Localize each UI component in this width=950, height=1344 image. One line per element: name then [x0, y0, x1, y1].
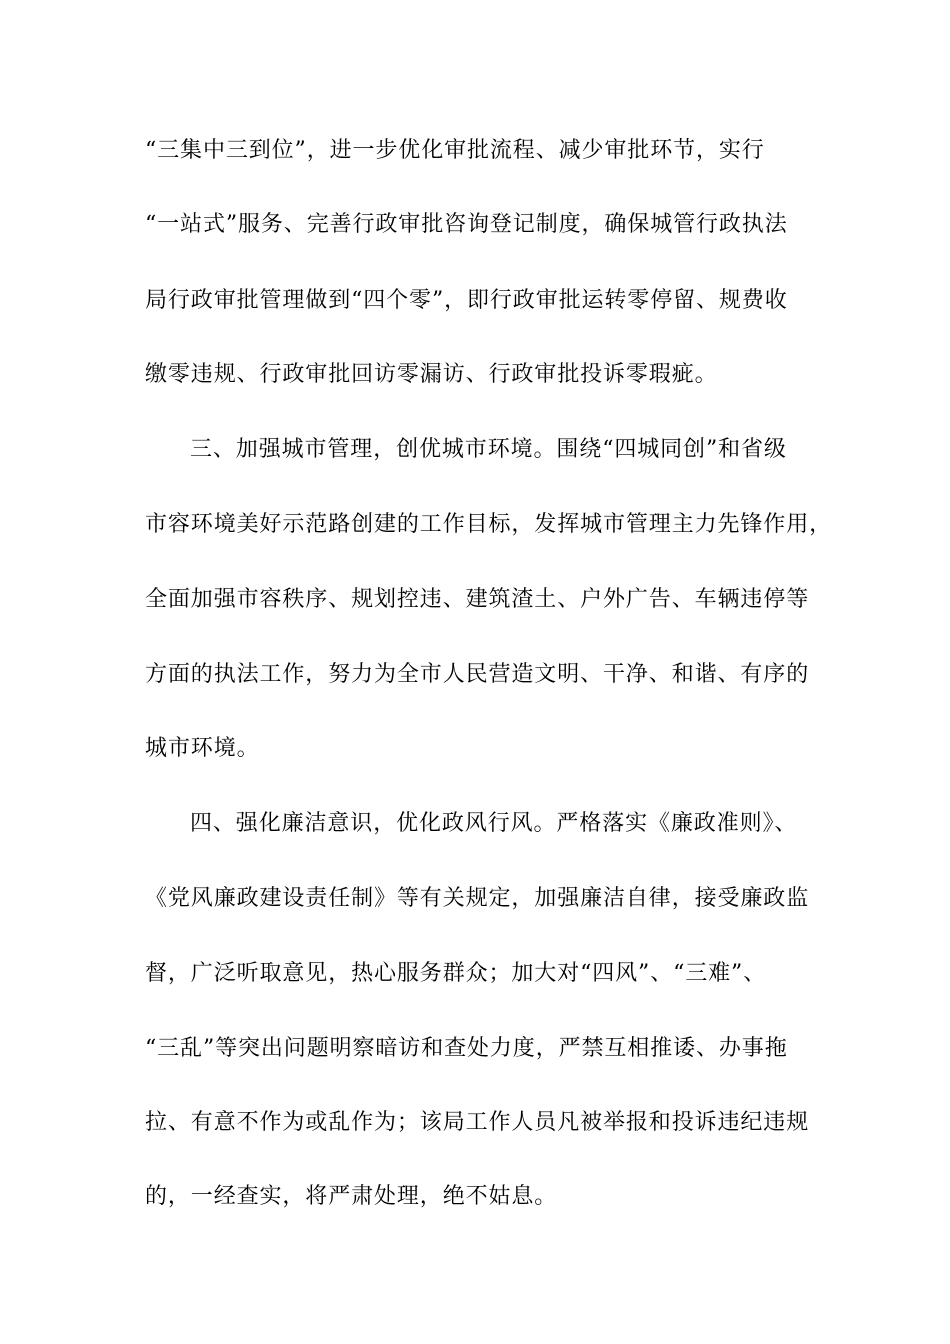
text-line: “三集中三到位”，进一步优化审批流程、减少审批环节，实行 [145, 138, 765, 163]
text-line: 的，一经查实，将严肃处理，绝不姑息。 [145, 1184, 558, 1209]
text-line: “一站式”服务、完善行政审批咨询登记制度，确保城管行政执法 [145, 212, 788, 237]
text-line: “三乱”等突出问题明察暗访和查处力度，严禁互相推诿、办事拖 [145, 1036, 788, 1061]
text-line: 全面加强市容秩序、规划控违、建筑渣土、户外广告、车辆违停等 [145, 587, 810, 612]
text-line: 局行政审批管理做到“四个零”，即行政审批运转零停留、规费收 [145, 288, 788, 313]
text-line: 方面的执法工作，努力为全市人民营造文明、干净、和谐、有序的 [145, 662, 810, 687]
text-line: 《党风廉政建设责任制》等有关规定，加强廉洁自律，接受廉政监 [145, 886, 810, 911]
paragraph-heading-line: 四、强化廉洁意识，优化政风行风。严格落实《廉政准则》、 [190, 811, 798, 836]
text-line: 城市环境。 [145, 736, 260, 761]
text-line: 市容环境美好示范路创建的工作目标，发挥城市管理主力先锋作用， [145, 512, 833, 537]
paragraph-heading-line: 三、加强城市管理，创优城市环境。围绕“四城同创”和省级 [190, 437, 787, 462]
text-line: 拉、有意不作为或乱作为；该局工作人员凡被举报和投诉违纪违规 [145, 1110, 810, 1135]
text-line: 督，广泛听取意见，热心服务群众；加大对“四风”、“三难”、 [145, 961, 767, 986]
text-line: 缴零违规、行政审批回访零漏访、行政审批投诉零瑕疵。 [145, 362, 718, 387]
